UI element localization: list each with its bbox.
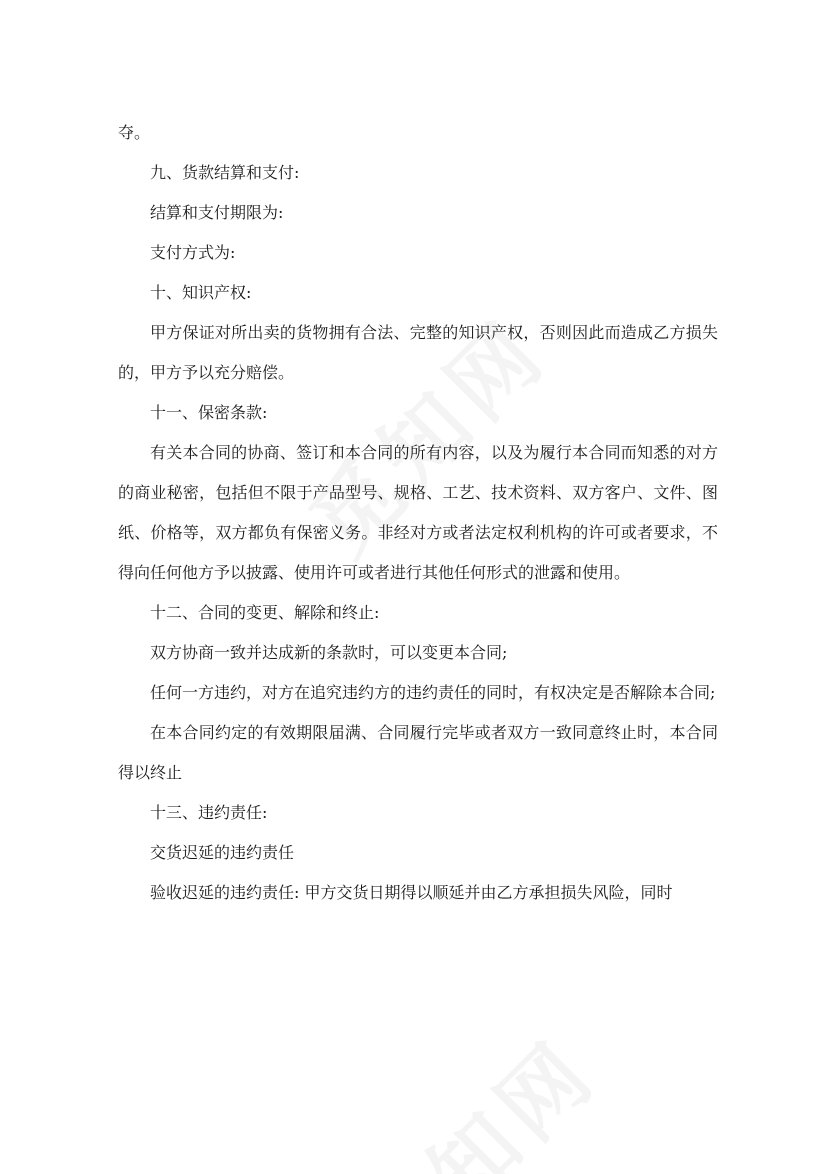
section-heading-liability: 十三、违约责任: xyxy=(150,803,268,822)
paragraph: 任何一方违约，对方在追究违约方的违约责任的同时，有权决定是否解除本合同; xyxy=(150,683,716,702)
section-heading-ip: 十、知识产权: xyxy=(150,283,252,302)
document-body xyxy=(118,113,718,913)
section-heading-confidentiality: 十一、保密条款: xyxy=(150,403,268,422)
paragraph: 在本合同约定的有效期限届满、合同履行完毕或者双方一致同意终止时，本合同得以终止 xyxy=(118,723,718,782)
paragraph: 夺。 xyxy=(118,123,151,142)
watermark-logo xyxy=(328,1006,619,1174)
paragraph: 验收迟延的违约责任: 甲方交货日期得以顺延并由乙方承担损失风险，同时 xyxy=(150,883,673,902)
paragraph: 结算和支付期限为: xyxy=(150,203,284,222)
paragraph: 双方协商一致并达成新的条款时，可以变更本合同; xyxy=(150,643,508,662)
section-heading-contract-changes: 十二、合同的变更、解除和终止: xyxy=(150,603,380,622)
paragraph: 交货迟延的违约责任 xyxy=(150,843,295,862)
paragraph: 甲方保证对所出卖的货物拥有合法、完整的知识产权，否则因此而造成乙方损失的，甲方予以充分赔偿。 xyxy=(118,323,718,382)
section-heading-payment: 九、货款结算和支付: xyxy=(150,163,300,182)
paragraph: 支付方式为: xyxy=(150,243,236,262)
paragraph: 有关本合同的协商、签订和本合同的所有内容，以及为履行本合同而知悉的对方的商业秘密，包括但不限于产品型号、规格、工艺、技术资料、双方客户、文件、图纸、价格等，双方都负有保密义务。非经对方或者法定权利机构的许可或者要求，不得向任何他方予以披露、使用许可或者进行其他任何形式的泄露和使用。 xyxy=(118,443,718,582)
